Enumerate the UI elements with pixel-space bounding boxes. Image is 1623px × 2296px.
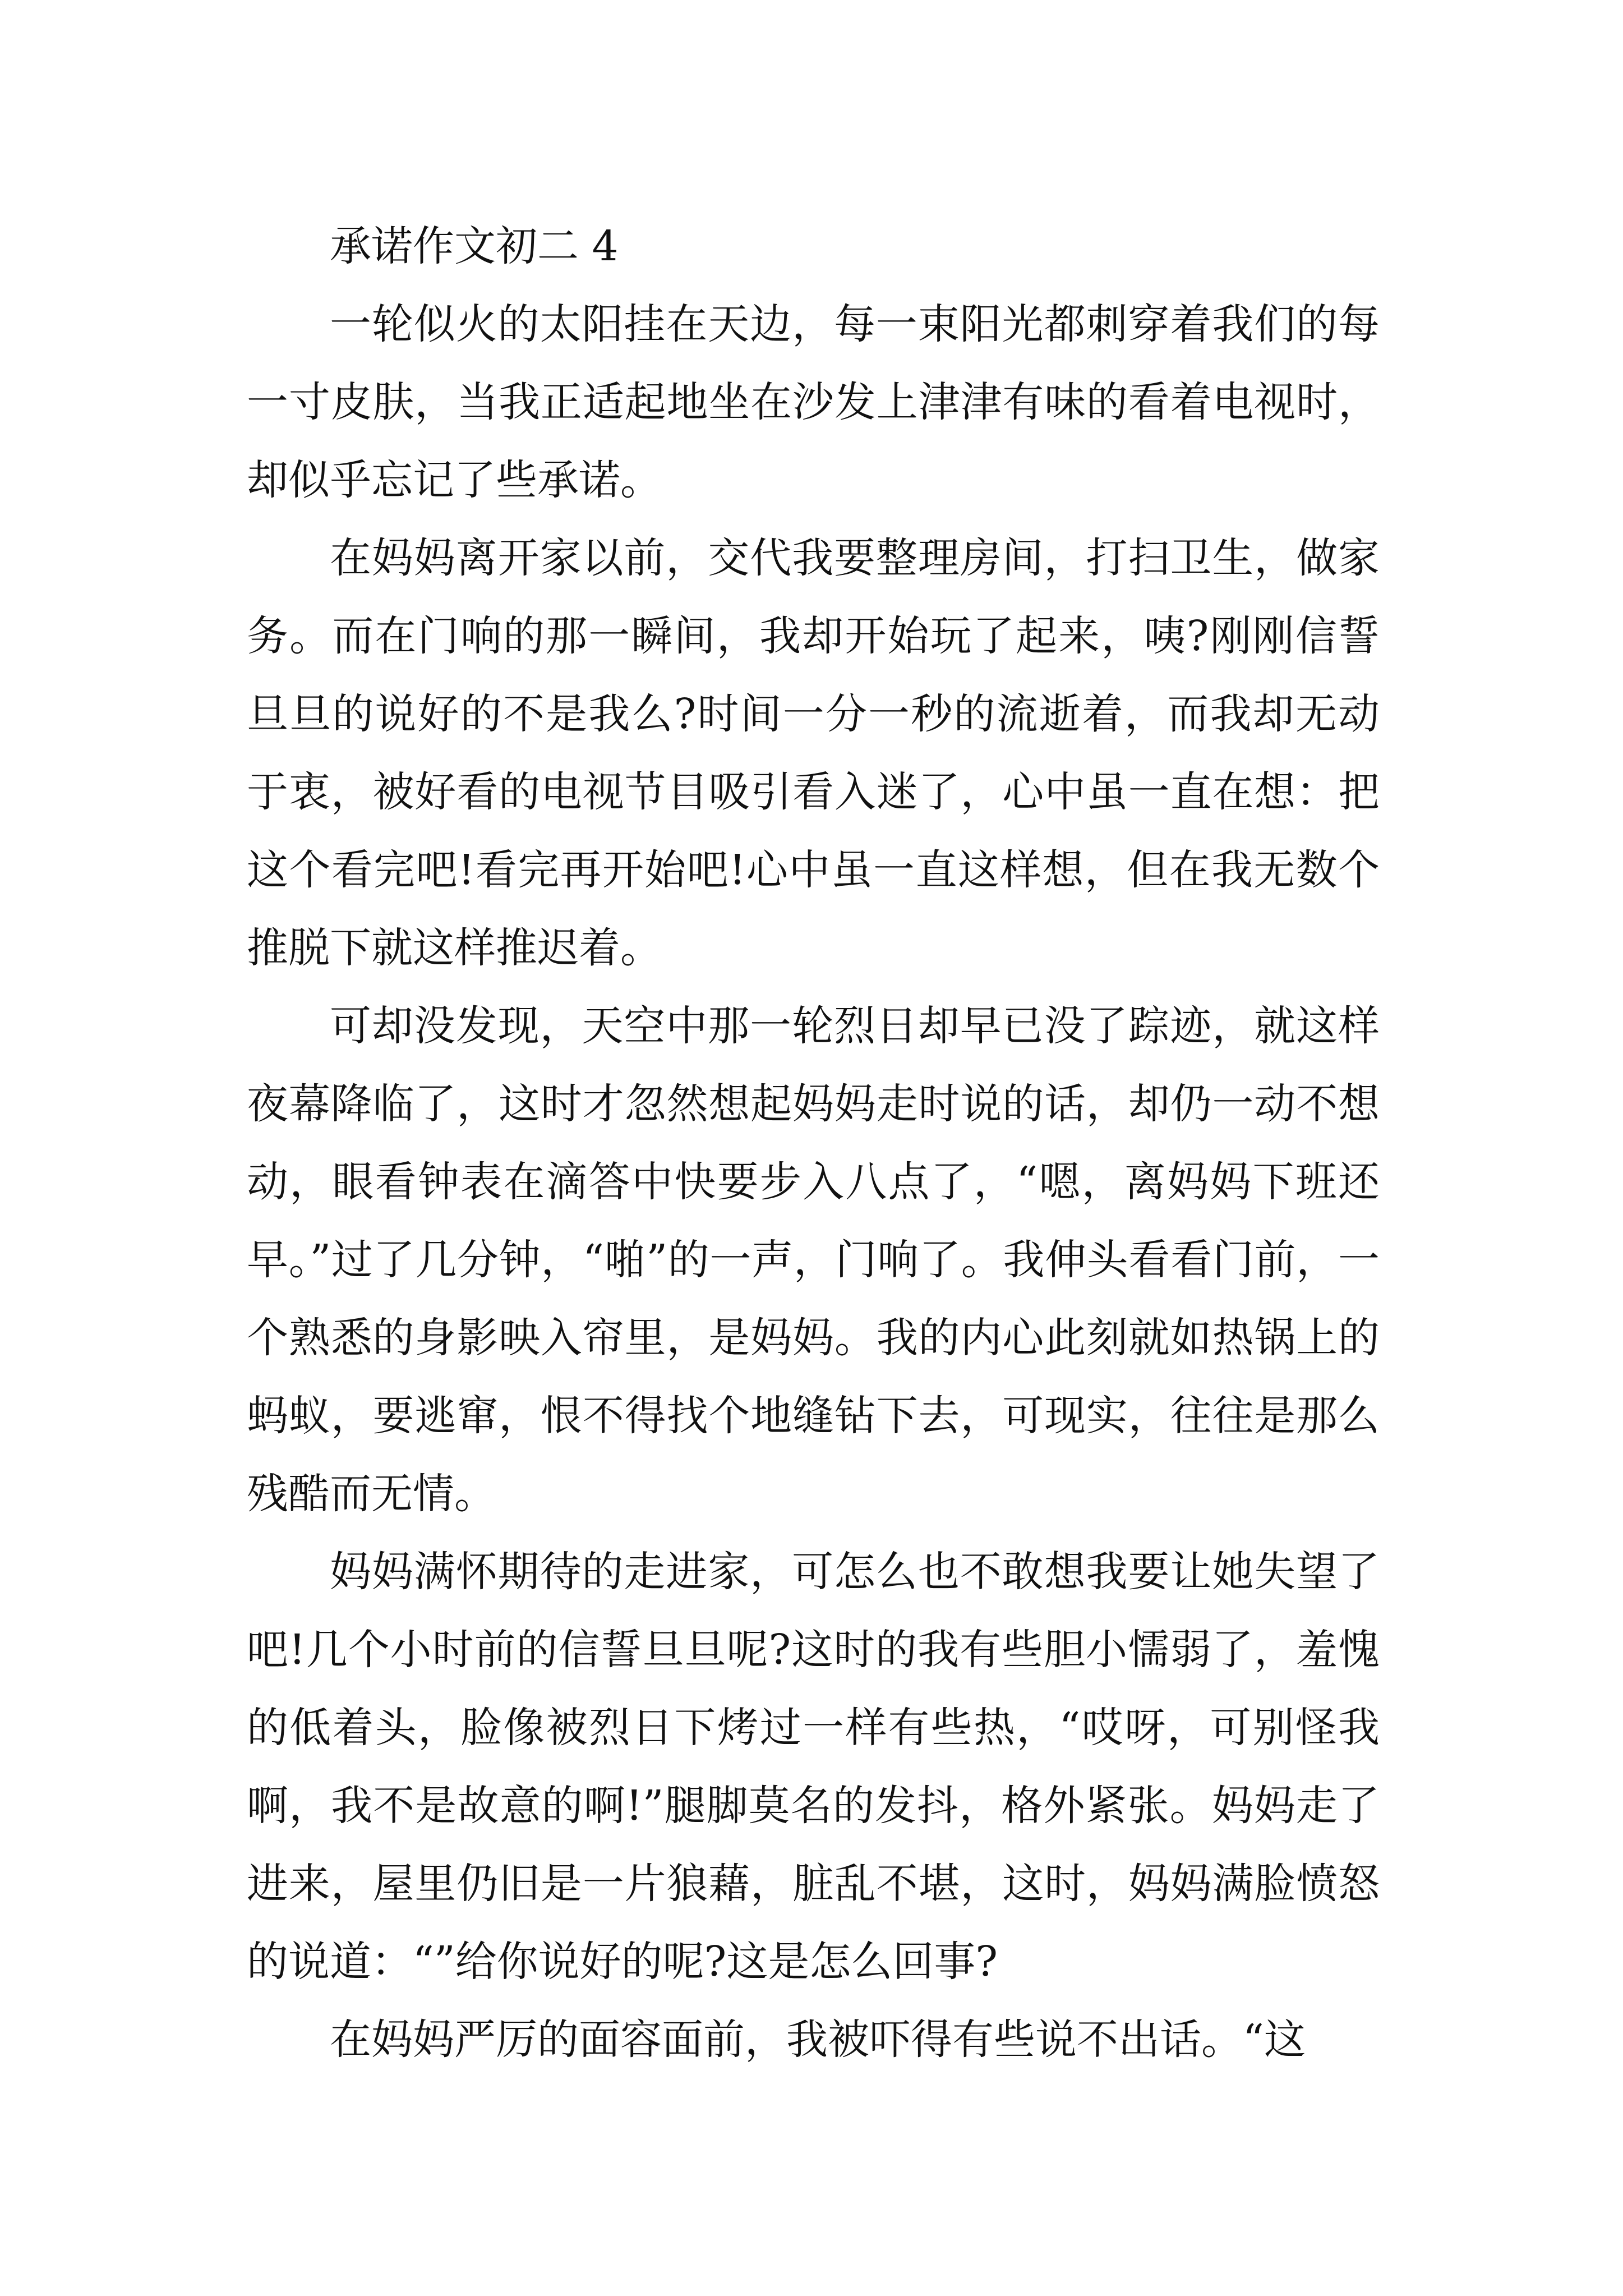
paragraph-5: 在妈妈严厉的面容面前，我被吓得有些说不出话。“这 [330, 2016, 1306, 2064]
document-body [247, 208, 1380, 2079]
paragraph-1: 一轮似火的太阳挂在天边，每一束阳光都刺穿着我们的每一寸皮肤，当我正适起地坐在沙发上津津有味的看着电视时，却似乎忘记了些承诺。 [247, 300, 1380, 504]
paragraph-2: 在妈妈离开家以前，交代我要整理房间，打扫卫生，做家务。而在门响的那一瞬间，我却开始玩了起来，咦?刚刚信誓旦旦的说好的不是我么?时间一分一秒的流逝着，而我却无动于衷，被好看的电视节目吸引看入迷了，心中虽一直在想：把这个看完吧!看完再开始吧!心中虽一直这样想，但在我无数个推脱下就这样推迟着。 [247, 534, 1380, 972]
paragraph-4: 妈妈满怀期待的走进家，可怎么也不敢想我要让她失望了吧!几个小时前的信誓旦旦呢?这时的我有些胆小懦弱了，羞愧的低着头，脸像被烈日下烤过一样有些热，“哎呀，可别怪我啊，我不是故意的啊!”腿脚莫名的发抖，格外紧张。妈妈走了进来，屋里仍旧是一片狼藉，脏乱不堪，这时，妈妈满脸愤怒的说道：“”给你说好的呢?这是怎么回事? [247, 1548, 1380, 1986]
document-title: 承诺作文初二 4 [330, 222, 619, 270]
paragraph-3: 可却没发现，天空中那一轮烈日却早已没了踪迹，就这样夜幕降临了，这时才忽然想起妈妈走时说的话，却仍一动不想动，眼看钟表在滴答中快要步入八点了，“嗯，离妈妈下班还早。”过了几分钟，“啪”的一声，门响了。我伸头看看门前，一个熟悉的身影映入帘里，是妈妈。我的内心此刻就如热锅上的蚂蚁，要逃窜，恨不得找个地缝钻下去，可现实，往往是那么残酷而无情。 [247, 1002, 1380, 1518]
